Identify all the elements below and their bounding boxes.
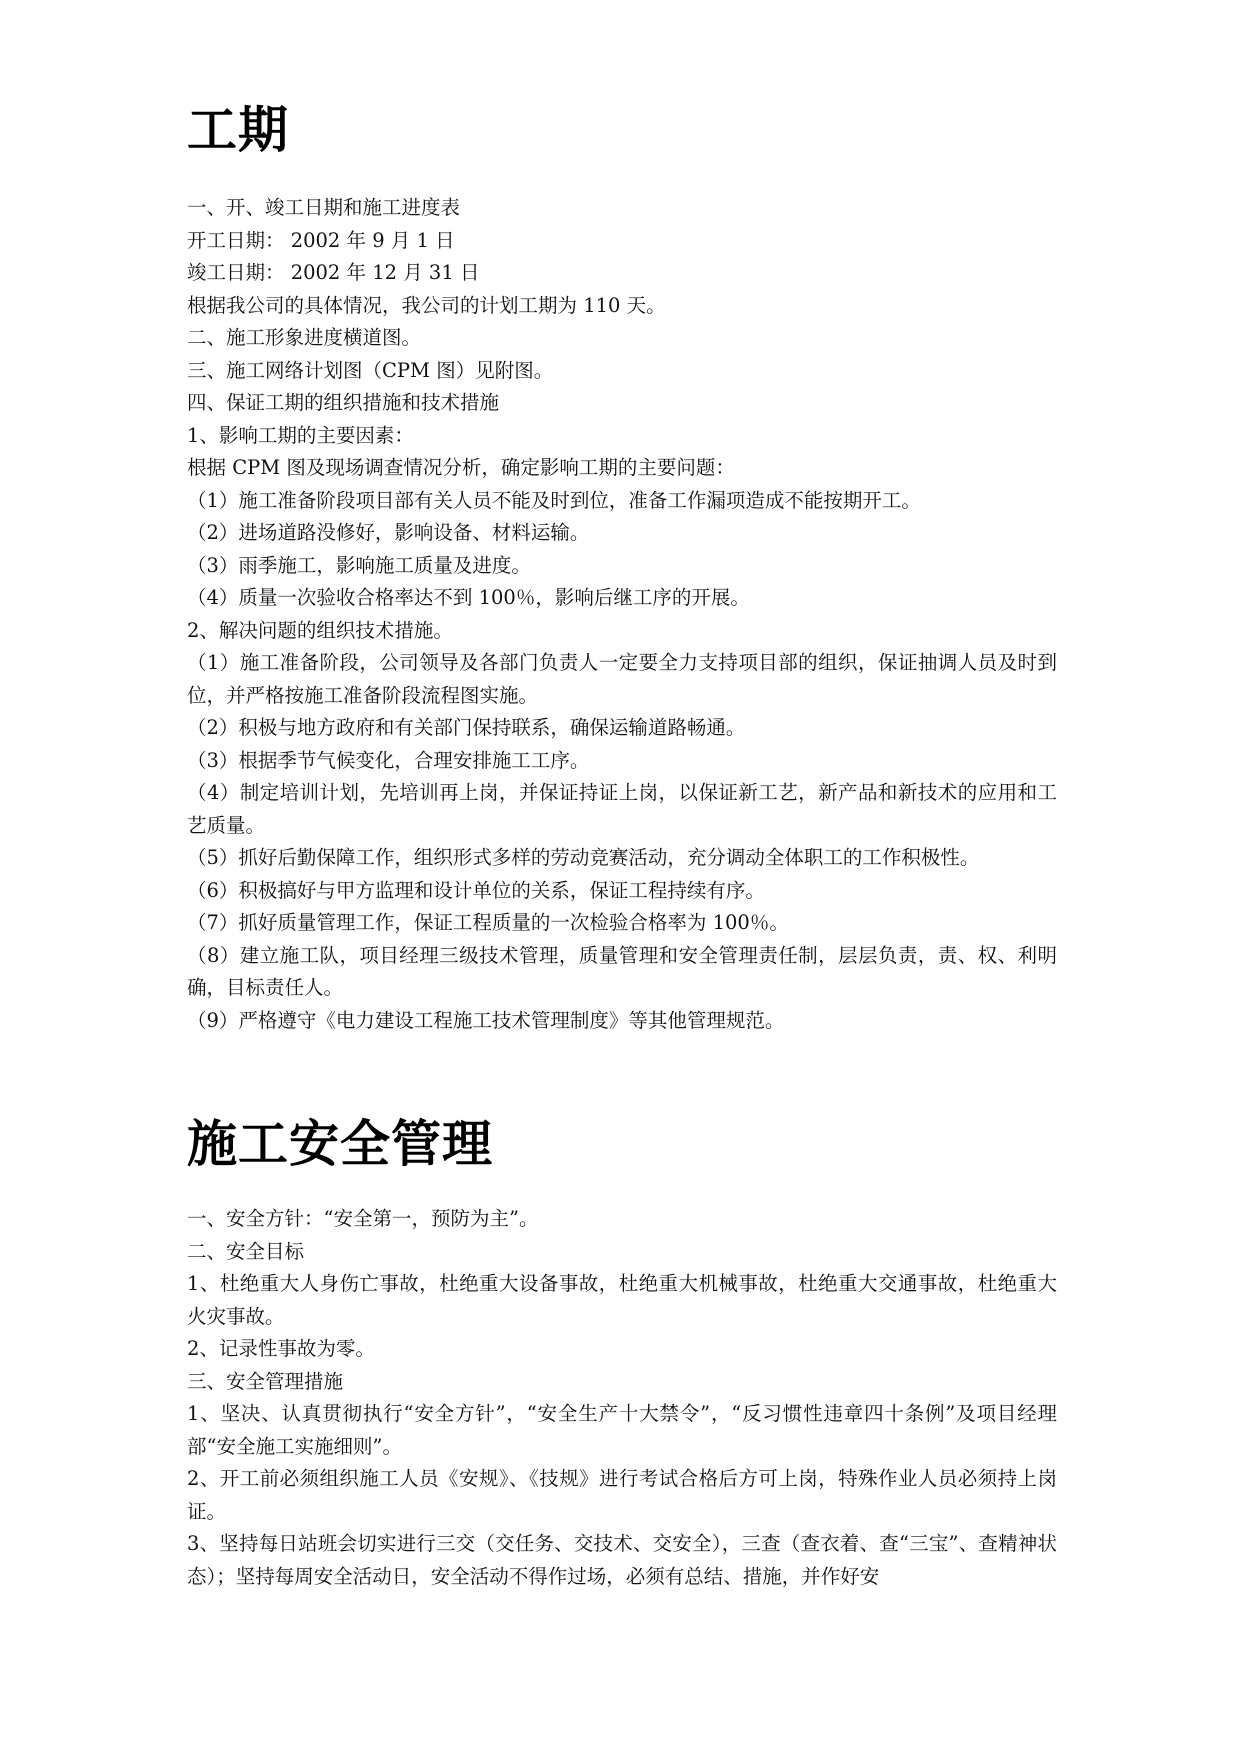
schedule-line: 根据 CPM 图及现场调查情况分析，确定影响工期的主要问题： <box>187 456 735 479</box>
schedule-line: 一、开、竣工日期和施工进度表 <box>187 196 461 219</box>
safety-line: 2、记录性事故为零。 <box>187 1337 375 1360</box>
schedule-paragraph: （8）建立施工队，项目经理三级技术管理，质量管理和安全管理责任制，层层负责，责、权、利明确，目标责任人。 <box>187 943 1057 999</box>
safety-paragraph: 1、杜绝重大人身伤亡事故，杜绝重大设备事故，杜绝重大机械事故，杜绝重大交通事故，杜绝重大火灾事故。 <box>187 1272 1057 1328</box>
schedule-line: 竣工日期： 2002 年 12 月 31 日 <box>187 261 480 284</box>
schedule-line: 1、影响工期的主要因素： <box>187 423 414 447</box>
safety-line: 一、安全方针：“安全第一，预防为主”。 <box>187 1207 539 1230</box>
schedule-line: （3）雨季施工，影响施工质量及进度。 <box>187 553 531 577</box>
schedule-line: （3）根据季节气候变化，合理安排施工工序。 <box>187 748 590 772</box>
schedule-paragraph: （4）制定培训计划，先培训再上岗，并保证持证上岗，以保证新工艺，新产品和新技术的应用和工艺质量。 <box>187 781 1057 837</box>
schedule-line: 2、解决问题的组织技术措施。 <box>187 618 453 642</box>
safety-line: 二、安全目标 <box>187 1239 305 1263</box>
schedule-line: （4）质量一次验收合格率达不到 100％，影响后继工序的开展。 <box>187 586 750 609</box>
schedule-line: （2）进场道路没修好，影响设备、材料运输。 <box>187 521 590 544</box>
safety-paragraph: 3、坚持每日站班会切实进行三交（交任务、交技术、交安全），三查（查衣着、查“三宝”、查精神状态）；坚持每周安全活动日，安全活动不得作过场，必须有总结、措施，并作好安 <box>187 1532 1057 1588</box>
section-title-safety: 施工安全管理 <box>187 1114 493 1173</box>
schedule-line: （6）积极搞好与甲方监理和设计单位的关系，保证工程持续有序。 <box>187 878 765 902</box>
schedule-line: （7）抓好质量管理工作，保证工程质量的一次检验合格率为 100％。 <box>187 911 789 934</box>
schedule-line: 开工日期： 2002 年 9 月 1 日 <box>187 228 455 252</box>
safety-paragraph: 2、开工前必须组织施工人员《安规》、《技规》进行考试合格后方可上岗，特殊作业人员必须持上岗证。 <box>187 1467 1057 1523</box>
schedule-paragraph: （1）施工准备阶段，公司领导及各部门负责人一定要全力支持项目部的组织，保证抽调人员及时到位，并严格按施工准备阶段流程图实施。 <box>187 651 1057 707</box>
safety-line: 三、安全管理措施 <box>187 1369 344 1393</box>
schedule-line: 四、保证工期的组织措施和技术措施 <box>187 391 500 414</box>
section-title-schedule: 工期 <box>187 100 289 159</box>
schedule-line: 二、施工形象进度横道图。 <box>187 326 422 349</box>
safety-paragraph: 1、坚决、认真贯彻执行“安全方针”，“安全生产十大禁令”，“反习惯性违章四十条例”及项目经理部“安全施工实施细则”。 <box>187 1402 1057 1458</box>
schedule-line: 三、施工网络计划图（CPM 图）见附图。 <box>187 358 554 382</box>
schedule-line: （9）严格遵守《电力建设工程施工技术管理制度》等其他管理规范。 <box>187 1008 785 1032</box>
schedule-line: （2）积极与地方政府和有关部门保持联系，确保运输道路畅通。 <box>187 716 746 739</box>
schedule-line: 根据我公司的具体情况，我公司的计划工期为 110 天。 <box>187 293 666 317</box>
schedule-line: （5）抓好后勤保障工作，组织形式多样的劳动竞赛活动，充分调动全体职工的工作积极性。 <box>187 846 980 869</box>
document-content <box>187 92 1057 1593</box>
schedule-line: （1）施工准备阶段项目部有关人员不能及时到位，准备工作漏项造成不能按期开工。 <box>187 488 921 512</box>
